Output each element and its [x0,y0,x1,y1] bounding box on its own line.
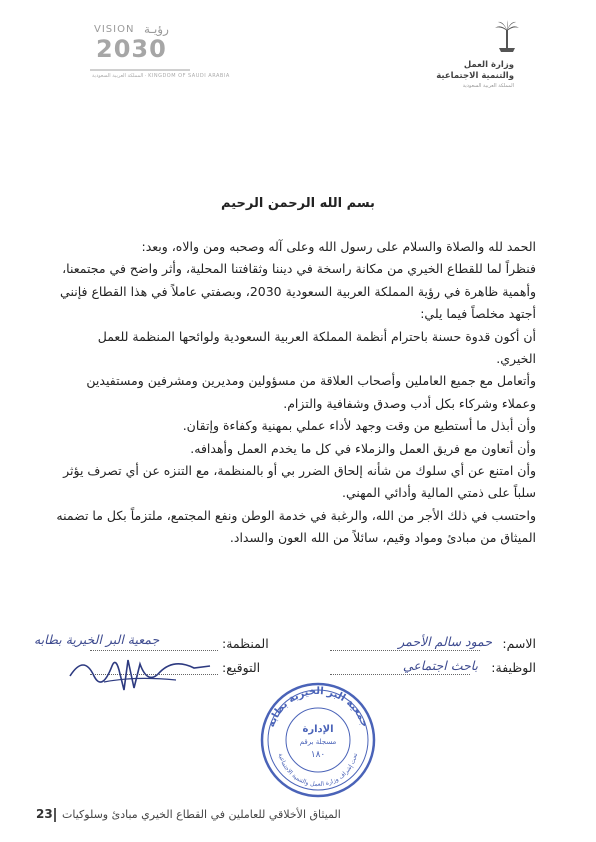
vision-subtitle: المملكة العربية السعودية · KINGDOM OF SAUDI ARABIA [92,73,230,79]
vision-divider [90,69,190,71]
paragraph-commitment-2: وأتعامل مع جميع العاملين وأصحاب العلاقة من مسؤولين ومديرين ومشرفين ومستفيدين وعملاء وشركاء بكل أدب وصدق وشفافية والتزام. [86,373,536,411]
ministry-logo [436,20,520,90]
svg-text:جمعية البر الخيرية بطابه [266,686,370,729]
vision-year: 2030 [96,35,167,63]
paragraph-opening: الحمد لله والصلاة والسلام على رسول الله وعلى آله وصحبه ومن والاه، وبعد: [141,239,536,254]
organization-stamp [258,680,378,800]
basmala-heading: بسم الله الرحمن الرحيم [221,196,375,211]
stamp-center-reg: مسجلة برقم [299,738,337,746]
org-value: جمعية البر الخيرية بطابه [34,632,160,647]
name-underline [330,650,480,651]
stamp-center-title: الإدارة [302,724,334,735]
footer-divider [54,808,56,822]
handwritten-signature [64,646,214,696]
paragraph-commitment-3: وأن أبذل ما أستطيع من وقت وجهد لأداء عملي بمهنية وكفاءة وإتقان. [182,418,536,434]
charter-body [56,236,536,550]
ministry-name-line1: وزارة العمل [463,60,514,70]
signature-label: التوقيع: [222,660,261,675]
vision-arabic: رؤيـة [144,22,169,36]
paragraph-commitment-1: أن أكون قدوة حسنة باحترام أنظمة المملكة العربية السعودية ولوائحها المنظمة للعمل الخيري. [97,328,536,367]
job-value: باحث اجتماعي [402,658,478,673]
name-value: حمود سالم الأحمر [398,634,492,649]
job-label: الوظيفة: [491,660,536,675]
paragraph-intro: فنظراً لما للقطاع الخيري من مكانة راسخة في ديننا وثقافتنا المحلية، وأثر واضح في مجتمعنا، وأهمية ظاهرة في رؤية المملكة العربية السعودية 2030، وبصفتي عاملاً في هذا القطاع فإنني أجتهد مخلصاً فيما يلي: [60,261,536,322]
stamp-bottom-text: تحت إشراف وزارة العمل والتنمية الاجتماعية [276,752,360,789]
palm-tree-icon [494,20,520,56]
paragraph-commitment-4: وأن أتعاون مع فريق العمل والزملاء في كل ما يخدم العمل وأهدافه. [190,440,536,456]
stamp-center-number: ١٨٠ [310,750,326,760]
stamp-outer-text: جمعية البر الخيرية بطابه [266,685,370,729]
vision-word: VISION [94,24,135,35]
footer-title: الميثاق الأخلاقي للعاملين في القطاع الخيري مبادئ وسلوكيات [62,808,341,821]
paragraph-closing: واحتسب في ذلك الأجر من الله، والرغبة في خدمة الوطن ونفع المجتمع، ملتزماً بكل ما تضمنه الميثاق من مبادئ ومواد وقيم، سائلاً من الله العون والسداد. [56,507,536,546]
page-number: 23 [36,807,53,821]
vision-2030-logo [82,22,230,82]
org-label: المنظمة: [222,636,269,651]
paragraph-commitment-5: وأن امتنع عن أي سلوك من شأنه إلحاق الضرر بي أو بالمنظمة، مع التنزه عن أي تصرف يؤثر سلباً على ذمتي المالية وأدائي المهني. [63,463,536,501]
ministry-name-line2: والتنمية الاجتماعية [436,71,514,81]
ministry-country: المملكة العربية السعودية [462,83,514,89]
job-underline [330,674,470,675]
name-label: الاسم: [502,636,536,651]
